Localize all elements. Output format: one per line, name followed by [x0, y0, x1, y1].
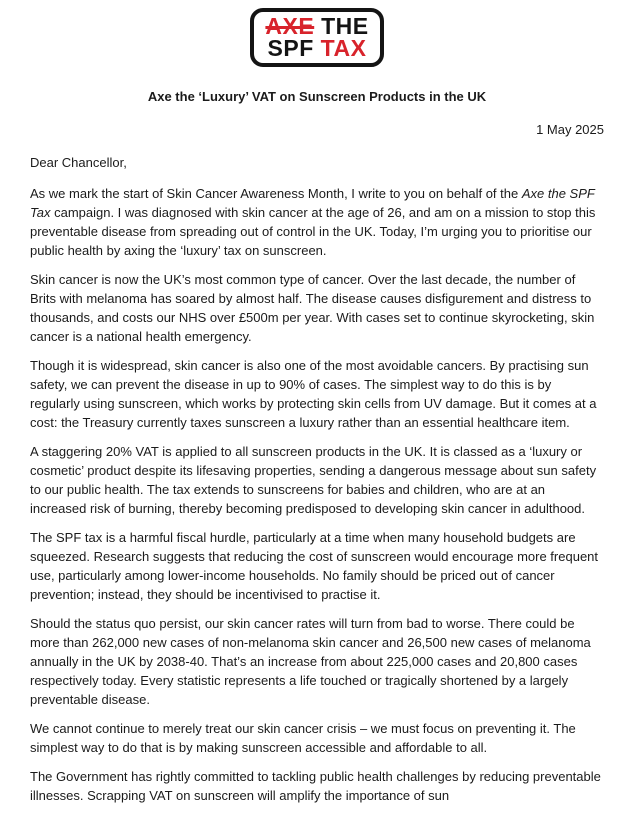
paragraph-text: We cannot continue to merely treat our skin cancer crisis – we must focus on preventing it. The simplest way to do that is by making sunscreen accessible and affordable to all. [30, 721, 576, 755]
logo-word-axe: AXE [265, 13, 315, 39]
letter-paragraph [30, 719, 604, 757]
letter-salutation: Dear Chancellor, [30, 155, 127, 170]
logo-line-1 [265, 15, 368, 37]
letter-paragraph [30, 356, 604, 432]
logo-word-tax: TAX [320, 35, 367, 61]
campaign-logo [30, 8, 604, 67]
letter-paragraph [30, 528, 604, 604]
paragraph-text: campaign. I was diagnosed with skin cancer at the age of 26, and am on a mission to stop this preventable disease from spreading out of control in the UK. Today, I’m urging you to prioritise our public health by axing the ‘luxury’ tax on sunscreen. [30, 205, 596, 258]
paragraph-text: Though it is widespread, skin cancer is also one of the most avoidable cancers. By practising sun safety, we can prevent the disease in up to 90% of cases. The simplest way to do this is by regularly using sunscreen, which works by protecting skin cells from UV damage. But it comes at a cost: the Treasury currently taxes sunscreen a luxury rather than an essential healthcare item. [30, 358, 597, 430]
letter-paragraph [30, 442, 604, 518]
letter-title: Axe the ‘Luxury’ VAT on Sunscreen Products in the UK [147, 89, 487, 104]
paragraph-text: The SPF tax is a harmful fiscal hurdle, particularly at a time when many household budgets are squeezed. Research suggests that reducing the cost of sunscreen would encourage more frequent use, particularly among lower-income households. No family should be priced out of cancer prevention; instead, they should be incentivised to practise it. [30, 530, 599, 602]
letter-paragraph [30, 767, 604, 805]
paragraph-text: A staggering 20% VAT is applied to all sunscreen products in the UK. It is classed as a ‘luxury or cosmetic’ product despite its lifesaving properties, sending a dangerous message about sun safety to our public health. The tax extends to sunscreens for babies and children, who are at an increased risk of burning, thereby becoming predisposed to developing skin cancer in adulthood. [30, 444, 597, 516]
paragraph-text: Should the status quo persist, our skin cancer rates will turn from bad to worse. There could be more than 262,000 new cases of non-melanoma skin cancer and 26,500 new cases of melanoma annually in the UK by 2038-40. That’s an increase from about 225,000 cases and 20,800 cases respectively today. Every statistic represents a life touched or tragically shortened by a largely preventable disease. [30, 616, 591, 707]
paragraph-text: As we mark the start of Skin Cancer Awareness Month, I write to you on behalf of the [30, 186, 522, 201]
letter-body [30, 184, 604, 805]
logo-word-the: THE [321, 13, 369, 39]
campaign-name-italic: Axe the SPF Tax [30, 186, 595, 220]
letter-paragraph [30, 184, 604, 260]
letter-paragraph [30, 270, 604, 346]
logo-word-spf: SPF [267, 35, 314, 61]
paragraph-text: Skin cancer is now the UK’s most common type of cancer. Over the last decade, the number of Brits with melanoma has soared by almost half. The disease causes disfigurement and distress to thousands, and costs our NHS over £500m per year. With cases set to continue skyrocketing, skin cancer is a national health emergency. [30, 272, 595, 344]
letter-paragraph [30, 614, 604, 709]
letter-date: 1 May 2025 [536, 122, 604, 137]
logo-line-2 [265, 37, 368, 59]
axe-the-spf-tax-stamp-logo [250, 8, 383, 67]
paragraph-text: The Government has rightly committed to tackling public health challenges by reducing preventable illnesses. Scrapping VAT on sunscreen will amplify the importance of sun [30, 769, 601, 803]
